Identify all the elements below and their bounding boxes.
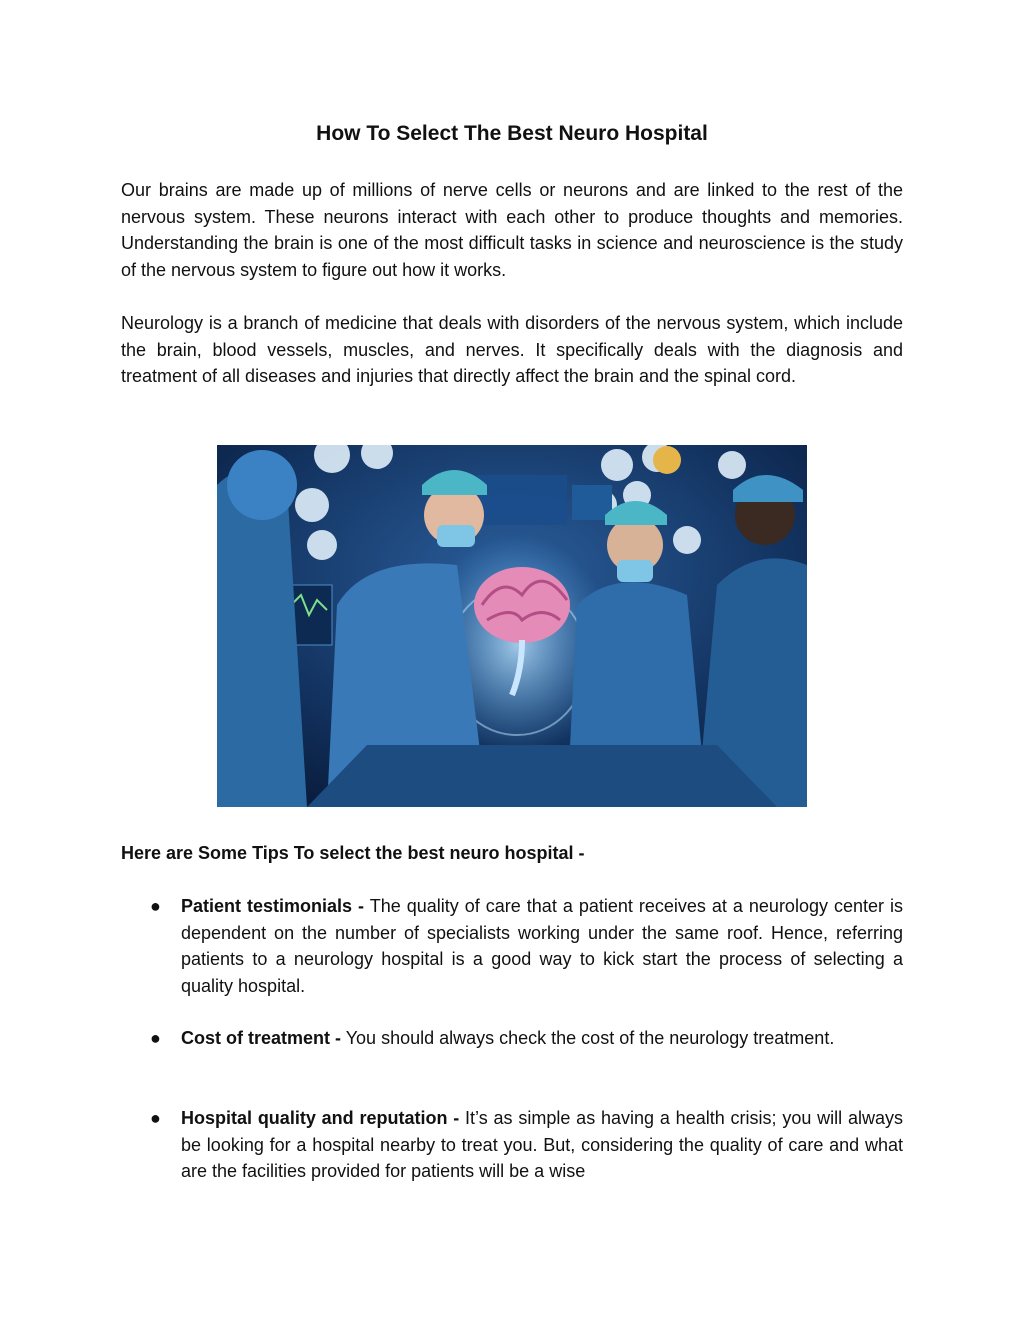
tip-text: It’s as simple as having a health crisis; you will always be looking for a hospital nearby to treat you. But, considering the quality of care and what are the facilities provided for patients will be a wise [181,1108,903,1182]
tip-text: The quality of care that a patient receives at a neurology center is dependent on the number of specialists working under the same roof. Hence, referring patients to a neurology hospital is a good way to kick start the process of selecting a quality hospital. [181,896,903,996]
surgery-photo [217,445,807,807]
tip-item [181,1025,903,1052]
bullet-icon: ● [150,896,161,916]
bullet-icon: ● [150,1108,161,1128]
intro-paragraph: Our brains are made up of millions of nerve cells or neurons and are linked to the rest of the nervous system. These neurons interact with each other to produce thoughts and memories. Understanding the brain is one of the most difficult tasks in science and neuroscience is the study of the nervous system to figure out how it works. [121,180,903,280]
tip-label: Hospital quality and reputation - [181,1108,460,1128]
tip-label: Patient testimonials - [181,896,365,916]
tip-item [181,893,903,999]
neurology-paragraph: Neurology is a branch of medicine that deals with disorders of the nervous system, which include the brain, blood vessels, muscles, and nerves. It specifically deals with the diagnosis and treatment of all diseases and injuries that directly affect the brain and the spinal cord. [121,313,903,387]
tip-text: You should always check the cost of the neurology treatment. [341,1028,835,1048]
tips-heading: Here are Some Tips To select the best neuro hospital - [121,843,585,863]
bullet-icon: ● [150,1028,161,1048]
tip-item [181,1105,903,1185]
page-title: How To Select The Best Neuro Hospital [316,122,708,145]
tip-label: Cost of treatment - [181,1028,342,1048]
